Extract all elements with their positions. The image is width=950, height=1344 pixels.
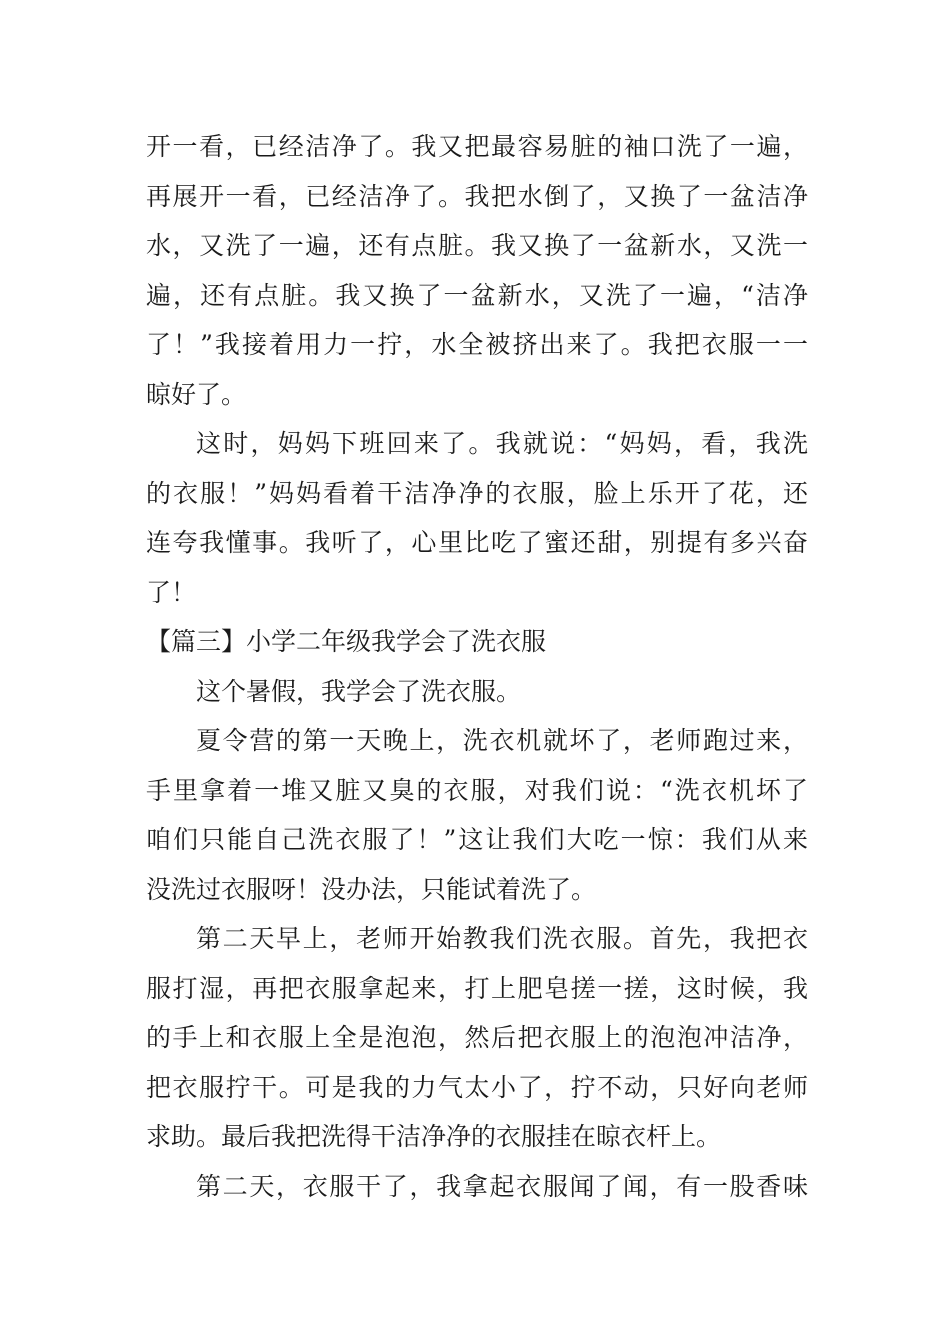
text-line: 了！”我接着用力一拧，水全被挤出来了。我把衣服一一 bbox=[146, 330, 808, 359]
text-line: 第二天早上，老师开始教我们洗衣服。首先，我把衣 bbox=[196, 924, 808, 953]
text-line: 再展开一看，已经洁净了。我把水倒了，又换了一盆洁净 bbox=[146, 181, 808, 211]
text-line: 这时，妈妈下班回来了。我就说：“妈妈，看，我洗 bbox=[196, 429, 808, 458]
section-heading: 【篇三】小学二年级我学会了洗衣服 bbox=[146, 627, 547, 656]
text-line: 开一看，已经洁净了。我又把最容易脏的袖口洗了一遍， bbox=[146, 132, 808, 161]
document-body bbox=[146, 122, 808, 1211]
text-line: 把衣服拧干。可是我的力气太小了，拧不动，只好向老师 bbox=[146, 1072, 808, 1102]
text-line: 这个暑假，我学会了洗衣服。 bbox=[196, 676, 522, 706]
text-line: 第二天，衣服干了，我拿起衣服闻了闻，有一股香味 bbox=[196, 1171, 808, 1201]
text-line: 水，又洗了一遍，还有点脏。我又换了一盆新水，又洗一 bbox=[146, 231, 808, 260]
text-line: 服打湿，再把衣服拿起来，打上肥皂搓一搓，这时候，我 bbox=[146, 973, 808, 1003]
text-line: 晾好了。 bbox=[146, 379, 247, 409]
text-line: 了！ bbox=[146, 577, 197, 607]
text-line: 求助。最后我把洗得干洁净净的衣服挂在晾衣杆上。 bbox=[146, 1122, 722, 1151]
text-line: 没洗过衣服呀！没办法，只能试着洗了。 bbox=[146, 874, 597, 904]
text-line: 咱们只能自己洗衣服了！”这让我们大吃一惊：我们从来 bbox=[146, 825, 808, 854]
text-line: 的衣服！”妈妈看着干洁净净的衣服，脸上乐开了花，还 bbox=[146, 478, 808, 508]
text-line: 手里拿着一堆又脏又臭的衣服，对我们说：“洗衣机坏了 bbox=[146, 775, 808, 805]
text-line: 的手上和衣服上全是泡泡，然后把衣服上的泡泡冲洁净， bbox=[146, 1023, 808, 1052]
text-line: 连夸我懂事。我听了，心里比吃了蜜还甜，别提有多兴奋 bbox=[146, 528, 808, 557]
text-line: 夏令营的第一天晚上，洗衣机就坏了，老师跑过来， bbox=[196, 726, 808, 755]
text-line: 遍，还有点脏。我又换了一盆新水，又洗了一遍，“洁净 bbox=[146, 280, 808, 310]
